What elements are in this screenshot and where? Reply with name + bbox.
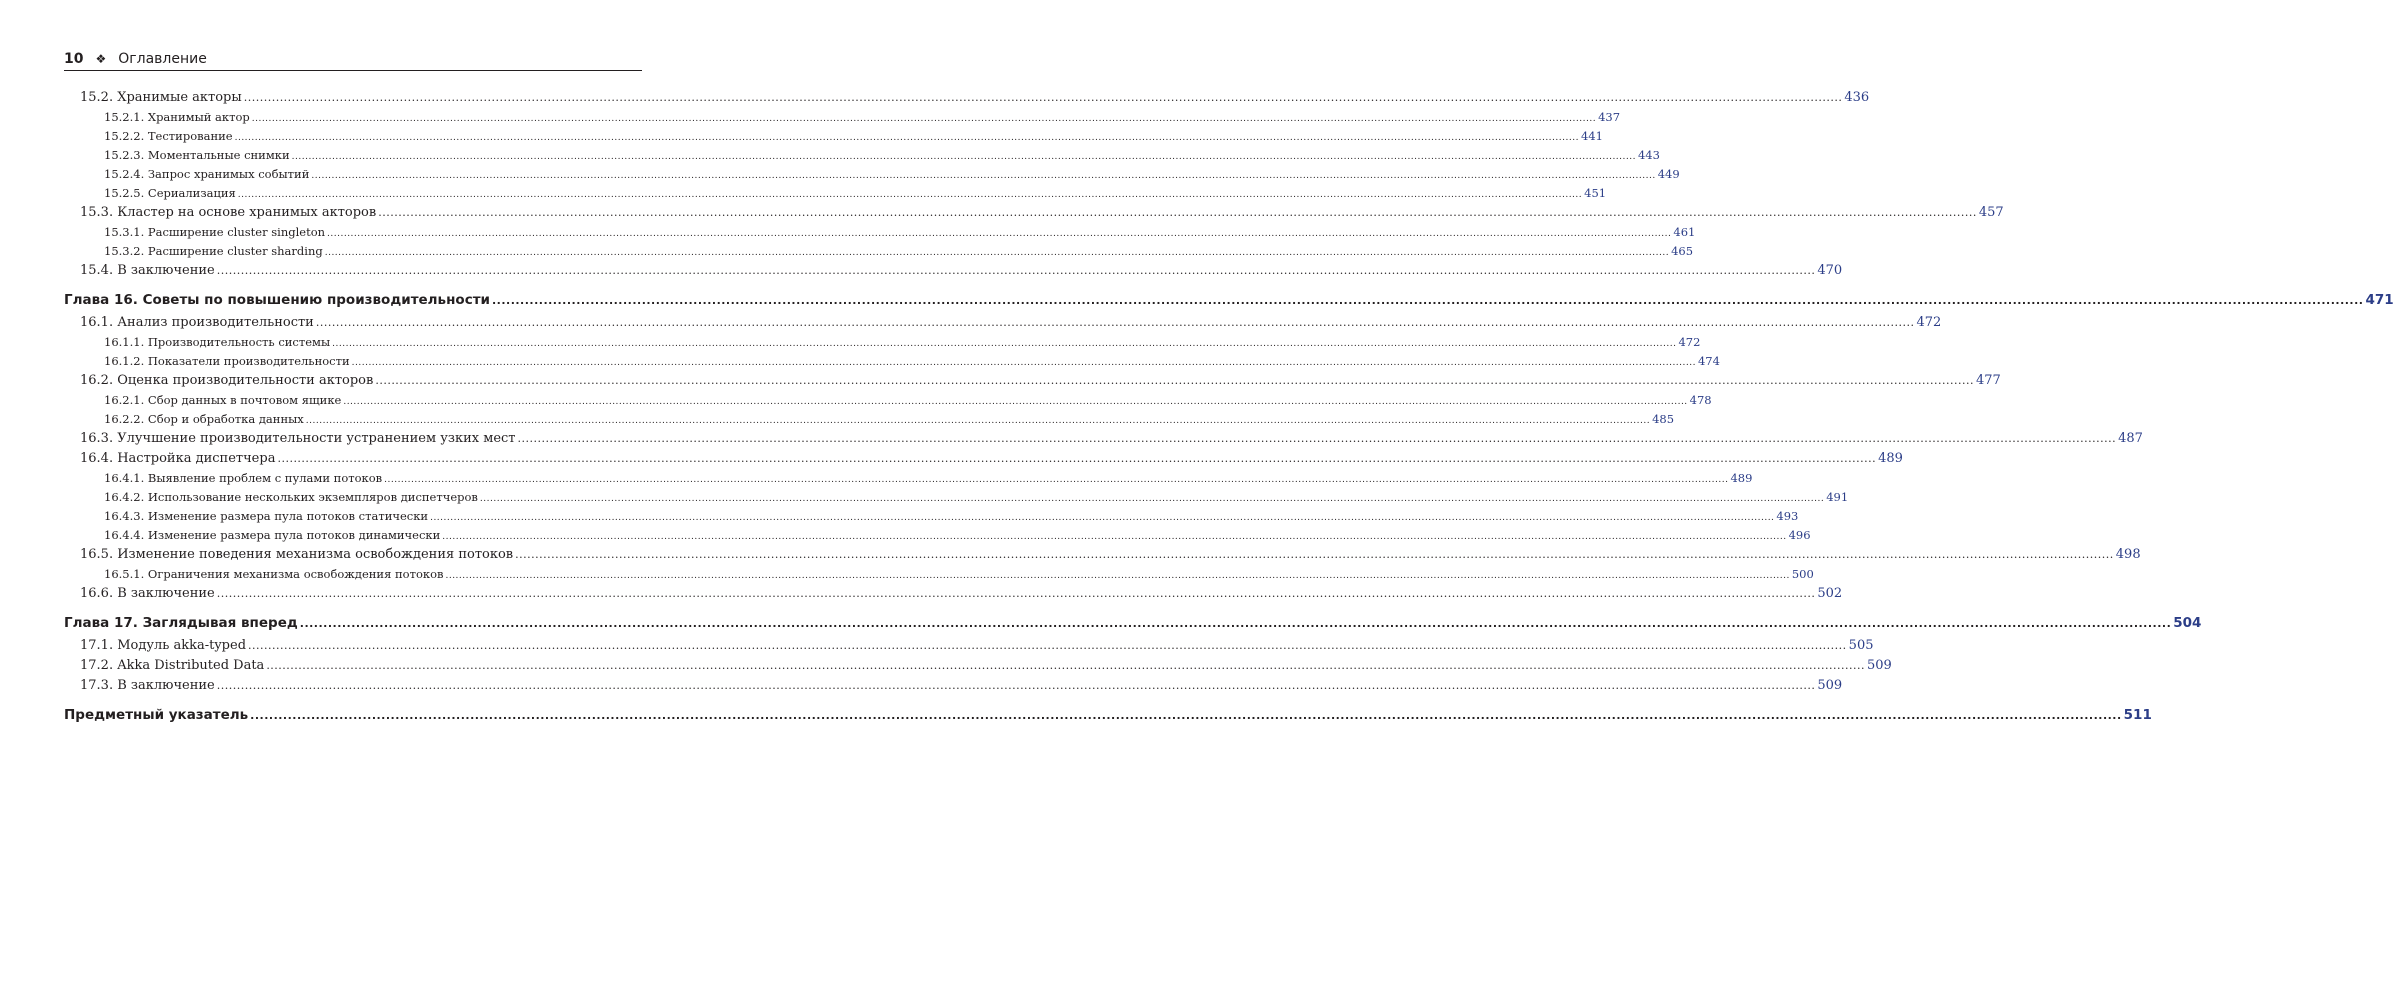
toc-entry-title: 16.4.1. Выявление проблем с пулами потоков — [104, 471, 383, 485]
toc-entry-page[interactable]: 502 — [1817, 586, 1843, 601]
dot-leader: ................................................................................................................................................................................................................................................................................................................................................................................................................ — [237, 190, 1583, 200]
toc-entry-section[interactable] — [64, 88, 1870, 108]
dot-leader: ................................................................................................................................................................................................................................................................................................................................................................................................................ — [216, 587, 1816, 600]
toc-entry-page[interactable]: 471 — [2365, 292, 2394, 308]
toc-entry-title: 17.2. Akka Distributed Data — [80, 658, 265, 673]
toc-entry-sub[interactable] — [64, 391, 1712, 410]
toc-entry-title: 16.4. Настройка диспетчера — [80, 451, 276, 466]
toc-entry-page[interactable]: 449 — [1657, 167, 1680, 181]
toc-entry-page[interactable]: 441 — [1580, 129, 1603, 143]
toc-entry-page[interactable]: 493 — [1776, 509, 1799, 523]
toc-entry-title: 16.3. Улучшение производительности устранением узких мест — [80, 431, 516, 446]
toc-entry-title: 16.1.2. Показатели производительности — [104, 354, 350, 368]
toc-entry-page[interactable]: 451 — [1584, 186, 1607, 200]
toc-entry-sub[interactable] — [64, 146, 1660, 165]
dot-leader: ................................................................................................................................................................................................................................................................................................................................................................................................................ — [491, 294, 2364, 307]
toc-entry-chapter[interactable] — [64, 612, 2202, 634]
toc-entry-page[interactable]: 477 — [1975, 373, 2001, 388]
toc-entry-page[interactable]: 436 — [1844, 90, 1870, 105]
toc-entry-page[interactable]: 443 — [1637, 148, 1660, 162]
toc-entry-title: 15.3.2. Расширение cluster sharding — [104, 244, 323, 258]
toc-entry-chapter[interactable] — [64, 289, 2394, 311]
toc-entry-page[interactable]: 437 — [1598, 110, 1621, 124]
toc-entry-title: 17.3. В заключение — [80, 678, 215, 693]
toc-entry-page[interactable]: 489 — [1878, 451, 1903, 466]
dot-leader: ................................................................................................................................................................................................................................................................................................................................................................................................................ — [311, 171, 1656, 181]
running-header — [64, 48, 642, 71]
dot-leader: ................................................................................................................................................................................................................................................................................................................................................................................................................ — [375, 374, 1974, 387]
toc-entry-sub[interactable] — [64, 108, 1621, 127]
toc-entry-title: Предметный указатель — [64, 707, 249, 723]
header-title: Оглавление — [118, 51, 207, 67]
page-number: 10 — [64, 51, 84, 67]
toc-entry-sub[interactable] — [64, 127, 1603, 146]
toc-entry-title: 17.1. Модуль akka-typed — [80, 638, 247, 653]
toc-entry-section[interactable] — [64, 449, 1903, 469]
toc-entry-sub[interactable] — [64, 333, 1701, 352]
toc-entry-sub[interactable] — [64, 410, 1675, 429]
toc-entry-page[interactable]: 511 — [2123, 707, 2152, 723]
dot-leader: ................................................................................................................................................................................................................................................................................................................................................................................................................ — [332, 339, 1677, 349]
ornament-icon: ❖ — [95, 52, 107, 66]
dot-leader: ................................................................................................................................................................................................................................................................................................................................................................................................................ — [234, 133, 1579, 143]
dot-leader: ................................................................................................................................................................................................................................................................................................................................................................................................................ — [251, 114, 1597, 124]
toc-entry-page[interactable]: 489 — [1730, 471, 1753, 485]
dot-leader: ................................................................................................................................................................................................................................................................................................................................................................................................................ — [442, 532, 1787, 542]
dot-leader: ................................................................................................................................................................................................................................................................................................................................................................................................................ — [479, 494, 1825, 504]
toc-entry-title: 15.2.2. Тестирование — [104, 129, 233, 143]
toc-entry-page[interactable]: 500 — [1791, 567, 1814, 581]
toc-entry-title: 16.6. В заключение — [80, 586, 215, 601]
dot-leader: ................................................................................................................................................................................................................................................................................................................................................................................................................ — [384, 475, 1729, 485]
toc-entry-title: 16.4.3. Изменение размера пула потоков статически — [104, 509, 429, 523]
toc-entry-title: 16.5.1. Ограничения механизма освобождения потоков — [104, 567, 444, 581]
toc-entry-section[interactable] — [64, 656, 1892, 676]
toc-entry-title: 16.5. Изменение поведения механизма освобождения потоков — [80, 547, 514, 562]
toc-entry-section[interactable] — [64, 676, 1843, 696]
toc-entry-page[interactable]: 470 — [1817, 263, 1843, 278]
toc-entry-page[interactable]: 472 — [1678, 335, 1701, 349]
dot-leader: ................................................................................................................................................................................................................................................................................................................................................................................................................ — [430, 513, 1775, 523]
dot-leader: ................................................................................................................................................................................................................................................................................................................................................................................................................ — [315, 316, 1915, 329]
toc-entry-section[interactable] — [64, 429, 2143, 449]
toc-entry-title: Глава 17. Заглядывая вперед — [64, 615, 298, 631]
dot-leader: ................................................................................................................................................................................................................................................................................................................................................................................................................ — [515, 548, 2114, 561]
table-of-contents — [64, 88, 2394, 728]
toc-entry-sub[interactable] — [64, 507, 1799, 526]
toc-entry-section[interactable] — [64, 261, 1843, 281]
dot-leader: ................................................................................................................................................................................................................................................................................................................................................................................................................ — [243, 91, 1843, 104]
dot-leader: ................................................................................................................................................................................................................................................................................................................................................................................................................ — [378, 206, 1977, 219]
toc-entry-sub[interactable] — [64, 223, 1696, 242]
toc-entry-sub[interactable] — [64, 469, 1753, 488]
dot-leader: ................................................................................................................................................................................................................................................................................................................................................................................................................ — [517, 432, 2117, 445]
dot-leader: ................................................................................................................................................................................................................................................................................................................................................................................................................ — [343, 397, 1688, 407]
toc-entry-section[interactable] — [64, 203, 2004, 223]
toc-entry-sub[interactable] — [64, 488, 1849, 507]
toc-entry-title: 16.4.2. Использование нескольких экземпляров диспетчеров — [104, 490, 478, 504]
toc-entry-page[interactable]: 509 — [1866, 658, 1892, 673]
dot-leader: ................................................................................................................................................................................................................................................................................................................................................................................................................ — [266, 659, 1865, 672]
dot-leader: ................................................................................................................................................................................................................................................................................................................................................................................................................ — [250, 709, 2122, 722]
toc-entry-title: Глава 16. Советы по повышению производительности — [64, 292, 490, 308]
toc-entry-title: 15.2.3. Моментальные снимки — [104, 148, 290, 162]
toc-entry-sub[interactable] — [64, 526, 1811, 545]
toc-entry-sub[interactable] — [64, 352, 1720, 371]
dot-leader: ................................................................................................................................................................................................................................................................................................................................................................................................................ — [327, 229, 1672, 239]
toc-entry-title: 16.4.4. Изменение размера пула потоков динамически — [104, 528, 441, 542]
toc-entry-page[interactable]: 509 — [1817, 678, 1843, 693]
toc-entry-title: 15.4. В заключение — [80, 263, 215, 278]
toc-entry-page[interactable]: 498 — [2115, 547, 2141, 562]
toc-entry-title: 16.2.1. Сбор данных в почтовом ящике — [104, 393, 342, 407]
dot-leader: ................................................................................................................................................................................................................................................................................................................................................................................................................ — [324, 248, 1670, 258]
toc-entry-page[interactable]: 474 — [1697, 354, 1720, 368]
toc-entry-sub[interactable] — [64, 184, 1607, 203]
dot-leader: ................................................................................................................................................................................................................................................................................................................................................................................................................ — [291, 152, 1636, 162]
toc-entry-page[interactable]: 457 — [1978, 205, 2004, 220]
dot-leader: ................................................................................................................................................................................................................................................................................................................................................................................................................ — [305, 416, 1651, 426]
toc-entry-title: 15.2.4. Запрос хранимых событий — [104, 167, 310, 181]
toc-entry-title: 16.2.2. Сбор и обработка данных — [104, 412, 304, 426]
dot-leader: ................................................................................................................................................................................................................................................................................................................................................................................................................ — [299, 617, 2172, 630]
toc-entry-section[interactable] — [64, 584, 1843, 604]
toc-entry-sub[interactable] — [64, 165, 1680, 184]
toc-entry-title: 15.2.5. Сериализация — [104, 186, 236, 200]
toc-entry-sub[interactable] — [64, 565, 1814, 584]
toc-entry-page[interactable]: 478 — [1689, 393, 1712, 407]
dot-leader: ................................................................................................................................................................................................................................................................................................................................................................................................................ — [216, 264, 1816, 277]
toc-entry-page[interactable]: 504 — [2173, 615, 2202, 631]
dot-leader: ................................................................................................................................................................................................................................................................................................................................................................................................................ — [248, 639, 1847, 652]
toc-entry-title: 16.1. Анализ производительности — [80, 315, 314, 330]
dot-leader: ................................................................................................................................................................................................................................................................................................................................................................................................................ — [216, 679, 1816, 692]
toc-entry-page[interactable]: 485 — [1652, 412, 1675, 426]
toc-entry-page[interactable]: 461 — [1673, 225, 1696, 239]
toc-entry-title: 15.3. Кластер на основе хранимых акторов — [80, 205, 377, 220]
toc-entry-title: 15.2.1. Хранимый актор — [104, 110, 250, 124]
dot-leader: ................................................................................................................................................................................................................................................................................................................................................................................................................ — [351, 358, 1696, 368]
toc-entry-chapter[interactable] — [64, 704, 2152, 726]
toc-entry-page[interactable]: 491 — [1826, 490, 1849, 504]
toc-entry-section[interactable] — [64, 371, 2001, 391]
toc-entry-title: 16.2. Оценка производительности акторов — [80, 373, 374, 388]
toc-entry-title: 15.2. Хранимые акторы — [80, 90, 242, 105]
toc-entry-section[interactable] — [64, 636, 1874, 656]
toc-entry-section[interactable] — [64, 313, 1942, 333]
toc-entry-section[interactable] — [64, 545, 2141, 565]
toc-entry-title: 16.1.1. Производительность системы — [104, 335, 331, 349]
toc-entry-page[interactable]: 465 — [1671, 244, 1694, 258]
toc-entry-sub[interactable] — [64, 242, 1694, 261]
toc-entry-page[interactable]: 472 — [1916, 315, 1942, 330]
toc-entry-title: 15.3.1. Расширение cluster singleton — [104, 225, 326, 239]
toc-entry-page[interactable]: 487 — [2118, 431, 2143, 446]
toc-entry-page[interactable]: 496 — [1788, 528, 1811, 542]
dot-leader: ................................................................................................................................................................................................................................................................................................................................................................................................................ — [445, 571, 1790, 581]
dot-leader: ................................................................................................................................................................................................................................................................................................................................................................................................................ — [277, 452, 1877, 465]
toc-entry-page[interactable]: 505 — [1848, 638, 1874, 653]
